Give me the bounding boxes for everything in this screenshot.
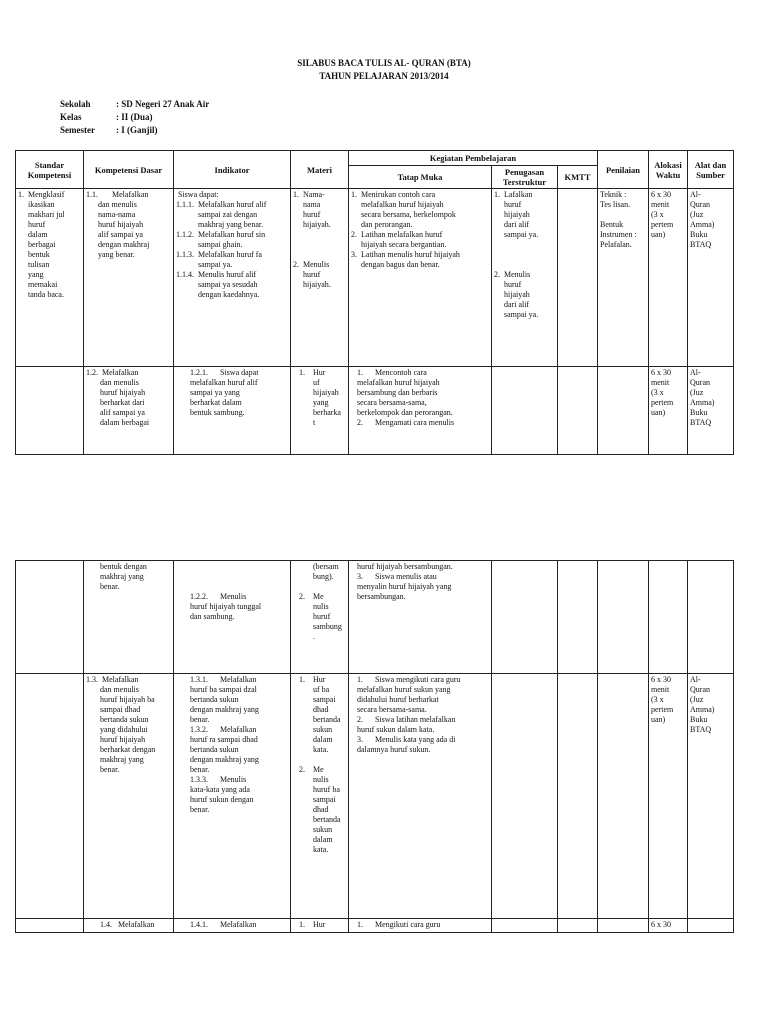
table-row	[16, 561, 734, 674]
info-value: : II (Dua)	[116, 112, 153, 122]
cell-sk: 1. Mengklasif ikasikan makhari jul huruf dalam berbagai bentuk tulisan yang memakai tanda baca.	[18, 190, 65, 299]
header-indikator: Indikator	[214, 164, 250, 175]
cell-materi: 1. Nama- nama huruf hijaiyah. 2. Menulis huruf hijaiyah.	[293, 190, 331, 289]
header-kmtt: KMTT	[564, 172, 591, 182]
cell-alokasi: 6 x 30 menit (3 x pertem uan)	[651, 368, 674, 417]
cell-materi: 1. Hur	[293, 920, 326, 929]
cell-alokasi: 6 x 30 menit (3 x pertem uan)	[651, 190, 674, 239]
cell-indikator: 1.4.1. Melafalkan	[176, 920, 257, 929]
info-value: : SD Negeri 27 Anak Air	[116, 99, 210, 109]
syllabus-table-page-2	[15, 560, 734, 933]
info-semester	[60, 125, 158, 135]
table-row	[16, 674, 734, 919]
cell-kd: 1.1. Melafalkan dan menulis nama-nama huruf hijaiyah alif sampai ya dengan makhraj yang benar.	[86, 190, 150, 259]
header-standar-kompetensi: Standar Kompetensi	[27, 159, 72, 180]
cell-alat: Al- Quran (Juz Amma) Buku BTAQ	[690, 675, 715, 734]
cell-materi: 1. Hur uf ba sampai dhad bertanda sukun dalam kata. 2. Me nulis huruf ba sampai dhad bertanda sukun dalam kata.	[299, 675, 341, 854]
header-penugasan-terstruktur: Penugasan Terstruktur	[502, 167, 547, 187]
header-alokasi-waktu: Alokasi Waktu	[654, 159, 682, 180]
header-kompetensi-dasar: Kompetensi Dasar	[94, 164, 163, 175]
document-subtitle: TAHUN PELAJARAN 2013/2014	[319, 71, 449, 81]
cell-kd: 1.4. Melafalkan	[86, 920, 155, 929]
table-row	[16, 919, 734, 933]
cell-kd: 1.3. Melafalkan dan menulis huruf hijaiyah ba sampai dhad bertanda sukun yang didahului huruf hijaiyah berharkat dengan makhraj yang benar.	[86, 675, 156, 774]
cell-penilaian: Teknik : Tes lisan. Bentuk Instrumen : Pelafalan.	[600, 190, 637, 249]
cell-penugasan: 1. Lafalkan huruf hijaiyah dari alif sampai ya. 2. Menulis huruf hijaiyah dari alif sampai ya.	[494, 190, 539, 319]
info-kelas	[60, 112, 153, 122]
cell-indikator: 1.2.2. Menulis huruf hijaiyah tunggal dan sambung.	[190, 592, 262, 621]
cell-tatap-muka: 1. Mengikuti cara guru	[351, 920, 441, 929]
cell-kd: bentuk dengan makhraj yang benar.	[100, 562, 147, 591]
cell-alokasi: 6 x 30	[651, 920, 671, 929]
header-alat-sumber: Alat dan Sumber	[694, 159, 727, 180]
cell-materi: (bersam bung). 2. Me nulis huruf sambung .	[299, 562, 342, 641]
cell-indikator: Siswa dapat: 1.1.1. Melafalkan huruf alif sampai zai dengan makhraj yang benar. 1.1.2. Melafalkan huruf sin sampai ghain. 1.1.3. Melafalkan huruf fa sampai ya. 1.1.4. Menulis huruf alif sampai ya sesudah dengan kaedahnya.	[176, 190, 267, 299]
cell-tatap-muka: 1. Mencontoh cara melafalkan huruf hijaiyah bersambung dan berbaris secara bersama-sama, berkelompok dan perorangan. 2. Mengamati cara menulis	[357, 368, 455, 427]
header-kegiatan-pembelajaran: Kegiatan Pembelajaran	[429, 153, 517, 163]
cell-alokasi: 6 x 30 menit (3 x pertem uan)	[651, 675, 674, 724]
table-row	[16, 367, 734, 455]
table-row	[16, 189, 734, 367]
info-sekolah	[60, 99, 209, 109]
cell-tatap-muka: huruf hijaiyah bersambungan. 3. Siswa menulis atau menyalin huruf hijaiyah yang bersambungan.	[357, 562, 453, 601]
syllabus-table-page-1	[15, 150, 734, 455]
info-label: Sekolah	[60, 99, 91, 109]
cell-tatap-muka: 1. Menirukan contoh cara melafalkan huruf hijaiyah secara bersama, berkelompok dan perorangan. 2. Latihan melafalkan huruf hijaiyah secara bergantian. 3. Latihan menulis huruf hijaiyah dengan bagus dan benar.	[351, 190, 460, 269]
cell-alat: Al- Quran (Juz Amma) Buku BTAQ	[690, 368, 715, 427]
document-title: SILABUS BACA TULIS AL- QURAN (BTA)	[297, 58, 471, 68]
cell-indikator: 1.3.1. Melafalkan huruf ba sampai dzal bertanda sukun dengan makhraj yang benar. 1.3.2. Melafalkan huruf ra sampai dhad bertanda sukun dengan makhraj yang benar. 1.3.3. Menulis kata-kata yang ada huruf sukun dengan benar.	[190, 675, 259, 814]
cell-tatap-muka: 1. Siswa mengikuti cara guru melafalkan huruf sukun yang didahului huruf berharkat secara bersama-sama. 2. Siswa latihan melafalkan huruf sukun dalam kata. 3. Menulis kata yang ada di dalamnya huruf sukun.	[357, 675, 461, 754]
header-tatap-muka: Tatap Muka	[397, 172, 443, 182]
info-value: : I (Ganjil)	[116, 125, 158, 135]
header-materi: Materi	[306, 164, 332, 175]
header-penilaian: Penilaian	[605, 164, 640, 175]
info-label: Kelas	[60, 112, 82, 122]
cell-indikator: 1.2.1. Siswa dapat melafalkan huruf alif sampai ya yang berharkat dalam bentuk sambung.	[190, 368, 259, 417]
info-label: Semester	[60, 125, 95, 135]
cell-alat: Al- Quran (Juz Amma) Buku BTAQ	[690, 190, 715, 249]
cell-materi: 1. Hur uf hijaiyah yang berharka t	[299, 368, 341, 427]
cell-kd: 1.2. Melafalkan dan menulis huruf hijaiyah berharkat dari alif sampai ya dalam berbagai	[86, 368, 150, 427]
